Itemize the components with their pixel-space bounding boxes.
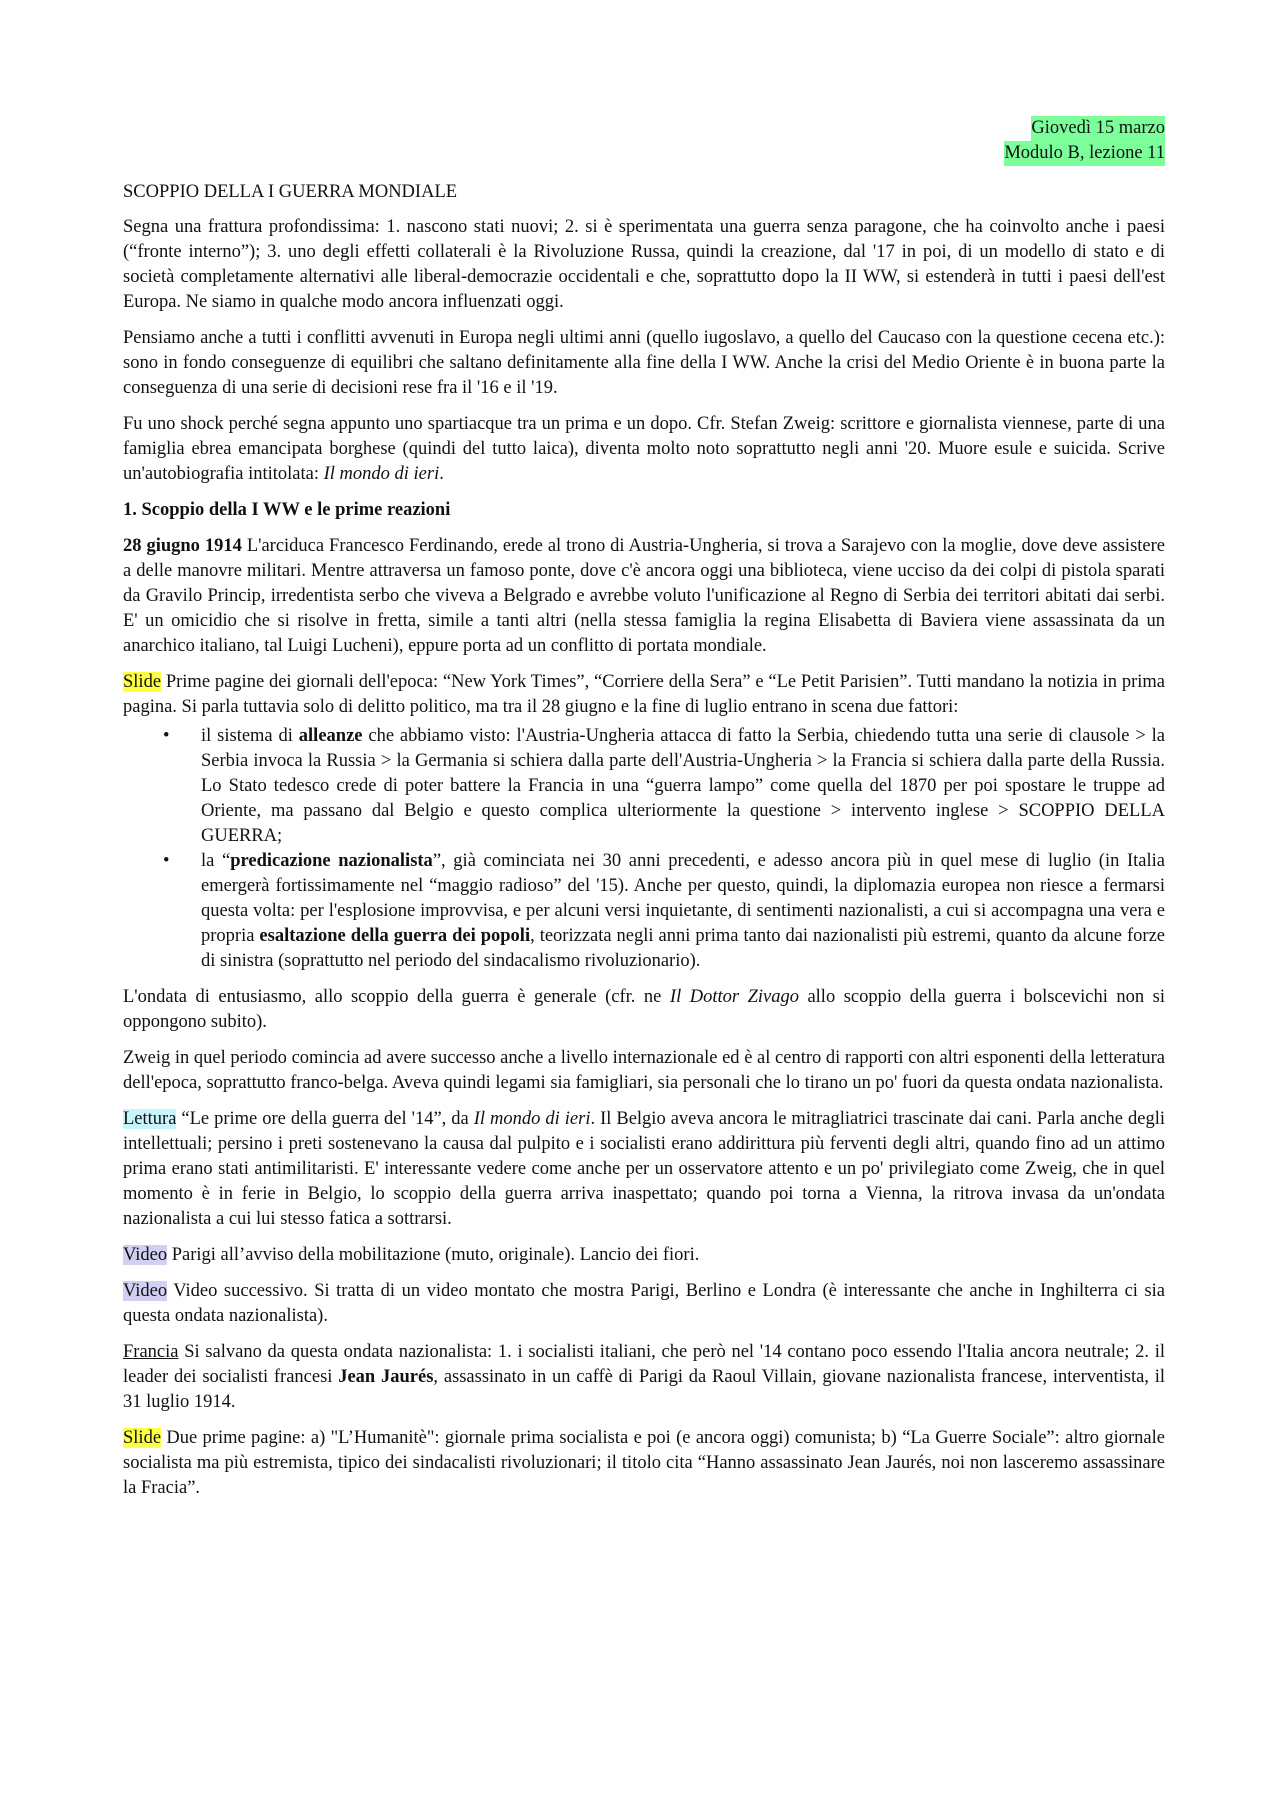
book-title: Il Dottor Zivago: [669, 987, 799, 1007]
para-text: Si salvano da questa ondata nazionalista: 1. i socialisti italiani, che però nel '14 contano poco essendo l'Italia ancora neutrale; 2. il leader dei socialisti francesi: [123, 1342, 1165, 1387]
intro-p3-text: Fu uno shock perché segna appunto uno spartiacque tra un prima e un dopo. Cfr. Stefan Zweig: scrittore e giornalista viennese, parte di una famiglia ebrea emancipata borghese (quindi del tutto laica), diventa molto noto soprattutto negli anni '20. Muore esule e suicida. Scrive un'autobiografia intitolata:: [123, 414, 1165, 484]
book-title: Il mondo di ieri: [323, 464, 440, 484]
header-block: [123, 116, 1165, 166]
sarajevo-paragraph: [123, 534, 1165, 659]
francia-paragraph: [123, 1340, 1165, 1415]
document-page: [123, 116, 1165, 1512]
para-text: allo scoppio della guerra i bolscevichi non si oppongono subito).: [123, 987, 1165, 1032]
para-text: L'ondata di entusiasmo, allo scoppio della guerra è generale (cfr. ne: [123, 987, 670, 1007]
list-bold: predicazione nazionalista: [230, 851, 433, 871]
section-heading: 1. Scoppio della I WW e le prime reazioni: [123, 500, 451, 520]
book-title: Il mondo di ieri: [473, 1109, 591, 1129]
document-title: SCOPPIO DELLA I GUERRA MONDIALE: [123, 182, 458, 202]
lesson-module: Modulo B, lezione 11: [1004, 141, 1165, 166]
lesson-date: Giovedì 15 marzo: [1031, 116, 1165, 141]
list-item-alliances: [123, 724, 1165, 849]
enthusiasm-paragraph: [123, 985, 1165, 1035]
para-text: Video successivo. Si tratta di un video montato che mostra Parigi, Berlino e Londra (è interessante che anche in Inghilterra ci sia questa ondata nazionalista).: [123, 1281, 1165, 1326]
lettura-paragraph: [123, 1107, 1165, 1232]
list-item-nationalism: [123, 849, 1165, 974]
para-text: , assassinato in un caffè di Parigi da Raoul Villain, giovane nazionalista francese, interventista, il 31 luglio 1914.: [123, 1367, 1165, 1412]
para-text: Parigi all’avviso della mobilitazione (muto, originale). Lancio dei fiori.: [167, 1245, 700, 1265]
intro-paragraph-2: Pensiamo anche a tutti i conflitti avvenuti in Europa negli ultimi anni (quello iugoslavo, a quello del Caucaso con la questione cecena etc.): sono in fondo conseguenze di equilibri che saltano definitamente alla fine della I WW. Anche la crisi del Medio Oriente è in buona parte la conseguenza di una serie di decisioni rese fra il '16 e il '19.: [123, 328, 1165, 398]
sarajevo-text: L'arciduca Francesco Ferdinando, erede al trono di Austria-Ungheria, si trova a Sarajevo con la moglie, dove deve assistere a delle manovre militari. Mentre attraversa un famoso ponte, dove c'è ancora oggi una biblioteca, viene ucciso da dei colpi di pistola sparati da Gravilo Princip, irredentista serbo che viveva a Belgrado e avrebbe voluto l'unificazione al Regno di Serbia dei territori abitati dai serbi. E' un omicidio che si risolve in fretta, simile a tanti altri (nella stessa famiglia la regina Elisabetta di Baviera viene assassinata da un anarchico italiano, tal Luigi Lucheni), eppure porta ad un conflitto di portata mondiale.: [123, 536, 1165, 656]
intro-paragraph-3: [123, 412, 1165, 487]
slide-paragraph-2: [123, 1426, 1165, 1501]
list-text: che abbiamo visto: l'Austria-Ungheria attacca di fatto la Serbia, chiedendo tutta una serie di clausole > la Serbia invoca la Russia > la Germania si schiera dalla parte dell'Austria-Ungheria > la Francia si schiera dalla parte della Russia. Lo Stato tedesco crede di poter battere la Francia in una “guerra lampo” come quella del 1870 per poi spostare le truppe ad Oriente, ma passano dal Belgio e questo complica ulteriormente la questione > intervento inglese > SCOPPIO DELLA GUERRA;: [201, 726, 1165, 846]
para-text: . Il Belgio aveva ancora le mitragliatrici trascinate dai cani. Parla anche degli intellettuali; persino i preti sostenevano la causa dal pulpito e i socialisti erano addirittura più ferventi degli altri, quando fino ad un attimo prima erano stati antimilitaristi. E' interessante vedere come anche per un osservatore attento e un po' privilegiato come Zweig, che in quel momento è in ferie in Belgio, lo scoppio della guerra arriva inaspettato; quando poi torna a Vienna, la ritrova invasa da un'ondata nazionalista a cui lui stesso fatica a sottrarsi.: [123, 1109, 1165, 1229]
list-text: il sistema di: [201, 726, 299, 746]
lettura-tag: Lettura: [123, 1109, 177, 1129]
intro-paragraph-1: Segna una frattura profondissima: 1. nascono stati nuovi; 2. si è sperimentata una guerra senza paragone, che ha coinvolto anche i paesi (“fronte interno”); 3. uno degli effetti collaterali è la Rivoluzione Russa, quindi la creazione, dal '17 in poi, di un modello di stato e di società completamente alternativi alle liberal-democrazie occidentali e che, soprattutto dopo la II WW, si estenderà in tutti i paesi dell'est Europa. Ne siamo in qualche modo ancora influenzati oggi.: [123, 217, 1165, 312]
intro-p3-end: .: [439, 464, 444, 484]
list-bold: esaltazione della guerra dei popoli: [259, 926, 531, 946]
para-text: Due prime pagine: a) "L’Humanitè": giornale prima socialista e poi (e ancora oggi) comunista; b) “La Guerre Sociale”: altro giornale socialista ma più estremista, tipico dei sindacalisti rivoluzionari; il titolo cita “Hanno assassinato Jean Jaurés, noi non lasceremo assassinare la Fracia”.: [123, 1428, 1165, 1498]
francia-tag: Francia: [123, 1342, 179, 1362]
video-paragraph-1: [123, 1243, 1165, 1268]
list-text: ”, già cominciata nei 30 anni precedenti, e adesso ancora più in quel mese di luglio (in Italia emergerà fortissimamente nel “maggio radioso” del '15). Anche per questo, quindi, la diplomazia europea non riesce a fermarsi questa volta: per l'esplosione improvvisa, e per alcuni versi inquietante, di sentimenti nazionalisti, a cui si accompagna una vera e propria: [201, 851, 1165, 946]
event-date: 28 giugno 1914: [123, 536, 242, 556]
zweig-paragraph: Zweig in quel periodo comincia ad avere successo anche a livello internazionale ed è al centro di rapporti con altri esponenti della letteratura dell'epoca, soprattutto franco-belga. Aveva quindi legami sia famigliari, sia personali che lo tirano un po' fuori da questa ondata nazionalista.: [123, 1048, 1165, 1093]
video-paragraph-2: [123, 1279, 1165, 1329]
slide-tag: Slide: [123, 672, 162, 692]
list-bold: alleanze: [298, 726, 363, 746]
person-name: Jean Jaurés: [338, 1367, 434, 1387]
para-text: “Le prime ore della guerra del '14”, da: [176, 1109, 474, 1129]
factors-list: [123, 724, 1165, 974]
slide-text: Prime pagine dei giornali dell'epoca: “New York Times”, “Corriere della Sera” e “Le Petit Parisien”. Tutti mandano la notizia in prima pagina. Si parla tuttavia solo di delitto politico, ma tra il 28 giugno e la fine di luglio entrano in scena due fattori:: [123, 672, 1165, 717]
video-tag: Video: [123, 1281, 168, 1301]
slide-tag: Slide: [123, 1428, 162, 1448]
list-text: , teorizzata negli anni prima tanto dai nazionalisti più estremi, quanto da alcune forze di sinistra (soprattutto nel periodo del sindacalismo rivoluzionario).: [201, 926, 1165, 971]
slide-paragraph-1: [123, 670, 1165, 720]
list-text: la “: [201, 851, 231, 871]
video-tag: Video: [123, 1245, 168, 1265]
